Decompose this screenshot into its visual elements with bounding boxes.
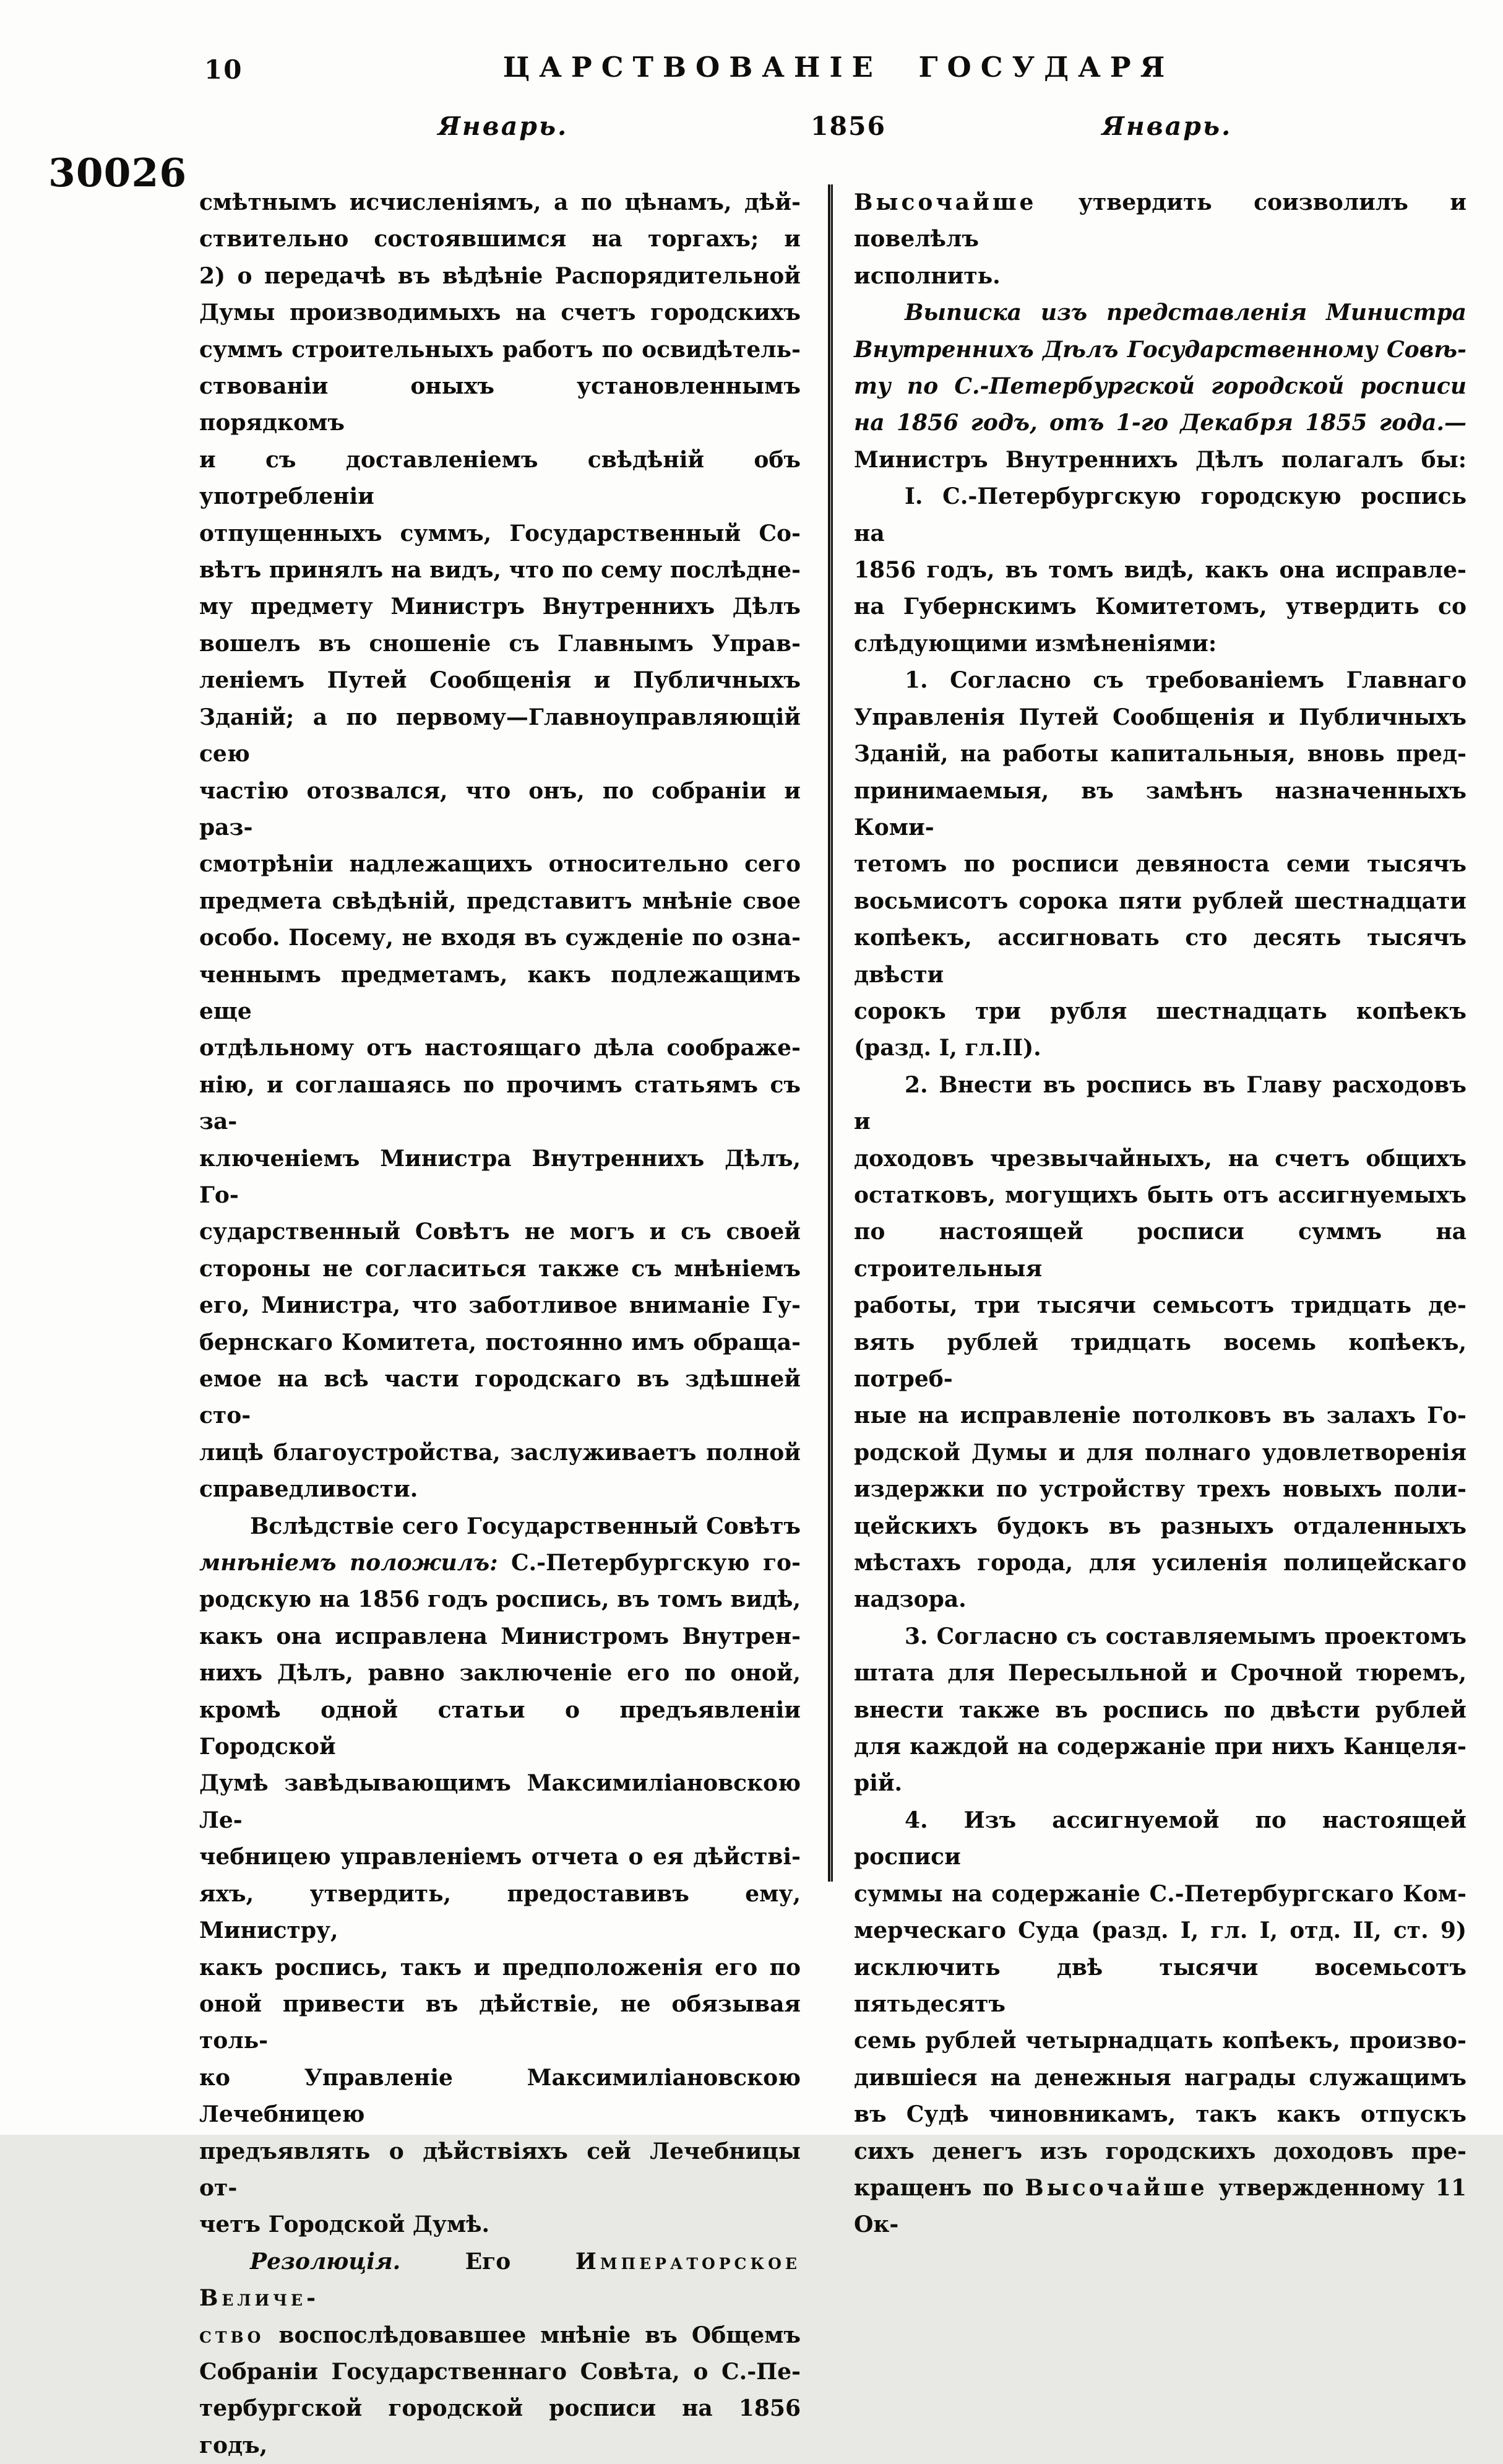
text-line: тербургской городской росписи на 1856 годъ, (199, 2395, 801, 2458)
text-line: кращенъ по Высочайше утвержденному 11 Ок- (854, 2174, 1466, 2238)
text-line: ные на исправленіе потолковъ въ залахъ Го- (854, 1403, 1466, 1429)
text-line: Управленія Путей Сообщенія и Публичныхъ (854, 704, 1466, 730)
text-line: сихъ денегъ изъ городскихъ доходовъ пре- (854, 2138, 1466, 2164)
text-line: 2. Внести въ роспись въ Главу расходовъ и (854, 1071, 1466, 1135)
text-line: мѣстахъ города, для усиленія полицейскаго (854, 1550, 1466, 1576)
text-line: и съ доставленіемъ свѣдѣній объ употребленіи (199, 446, 801, 510)
text-line: 1. Согласно съ требованіемъ Главнаго (905, 667, 1466, 694)
text-line: му предмету Министръ Внутреннихъ Дѣлъ (199, 594, 801, 620)
text-line: Высочайше утвердить соизволилъ и повелѣлъ (854, 189, 1466, 253)
text-line: въ Судѣ чиновникамъ, такъ какъ отпускъ (854, 2101, 1466, 2128)
text-line: восьмисотъ сорока пяти рублей шестнадцати (854, 888, 1466, 914)
text-line: родской Думы и для полнаго удовлетворенія (854, 1439, 1466, 1466)
text-line: вѣтъ принялъ на видъ, что по сему послѣдне- (199, 557, 801, 584)
text-line: предмета свѣдѣній, представитъ мнѣніе свое (199, 888, 801, 914)
text-line: издержки по устройству трехъ новыхъ поли- (854, 1476, 1466, 1503)
column-month-right: Январь. (1101, 111, 1233, 141)
text-line: работы, три тысячи семьсотъ тридцать де- (854, 1292, 1466, 1319)
text-line: оной привести въ дѣйствіе, не обязывая толь- (199, 1991, 801, 2054)
text-line: надзора. (854, 1586, 967, 1613)
text-line: 4. Изъ ассигнуемой по настоящей росписи (854, 1807, 1466, 1870)
text-line: семь рублей четырнадцать копѣекъ, произво- (854, 2028, 1466, 2054)
text-line: емое на всѣ части городскаго въ здѣшней сто- (199, 1366, 801, 1429)
text-line: нію, и соглашаясь по прочимъ статьямъ съ за- (199, 1071, 801, 1135)
text-line: отдѣльному отъ настоящаго дѣла соображе- (199, 1035, 801, 1061)
text-line: ту по С.-Петербургской городской росписи (854, 373, 1466, 400)
text-line: лицѣ благоустройства, заслуживаетъ полной (199, 1439, 801, 1466)
page-year: 1856 (810, 111, 887, 141)
act-number: 30026 (48, 150, 187, 196)
text-line: бернскаго Комитета, постоянно имъ обраща- (199, 1329, 801, 1355)
text-line: Собраніи Государственнаго Совѣта, о С.-Пе- (199, 2358, 801, 2385)
text-line: родскую на 1856 годъ роспись, въ томъ видѣ, (199, 1586, 801, 1613)
running-title: ЦАРСТВОВАНІЕ ГОСУДАРЯ (502, 51, 1174, 84)
text-line: копѣекъ, ассигновать сто десять тысячъ двѣсти (854, 925, 1466, 988)
text-line: сорокъ три рубля шестнадцать копѣекъ (854, 998, 1466, 1024)
text-line: Внутреннихъ Дѣлъ Государственному Совѣ- (854, 336, 1466, 363)
text-column-left (199, 184, 801, 2464)
text-line: смотрѣніи надлежащихъ относительно сего (199, 851, 801, 878)
text-line: суммы на содержаніе С.-Петербургскаго Ком- (854, 1880, 1466, 1907)
text-line: частію отозвался, что онъ, по собраніи и раз- (199, 777, 801, 841)
text-line: особо. Посему, не входя въ сужденіе по озна- (199, 925, 801, 951)
page-number: 10 (204, 54, 243, 85)
text-line: Зданій; а по первому—Главноуправляющій сею (199, 704, 801, 767)
text-line: исключить двѣ тысячи восемьсотъ пятьдесятъ (854, 1954, 1466, 2017)
text-line: ко Управленіе Максимиліановскою Лечебницею (199, 2064, 801, 2128)
text-line: 1856 годъ, въ томъ видѣ, какъ она исправле- (854, 557, 1466, 584)
text-line: леніемъ Путей Сообщенія и Публичныхъ (199, 667, 801, 694)
text-line: остатковъ, могущихъ быть отъ ассигнуемыхъ (854, 1182, 1466, 1208)
text-line: Выписка изъ представленія Министра (905, 300, 1466, 326)
column-divider-rule (828, 184, 833, 1882)
text-line: кромѣ одной статьи о предъявленіи Городской (199, 1697, 801, 1760)
text-line: доходовъ чрезвычайныхъ, на счетъ общихъ (854, 1145, 1466, 1172)
text-line: дившіеся на денежныя награды служащимъ (854, 2064, 1466, 2091)
text-line: на 1856 годъ, отъ 1-го Декабря 1855 года.— (854, 410, 1466, 436)
text-line: мерческаго Суда (разд. I, гл. I, отд. II, ст. 9) (854, 1917, 1466, 1944)
text-line: Думы производимыхъ на счетъ городскихъ (199, 300, 801, 326)
text-line: справедливости. (199, 1476, 418, 1503)
text-line: рій. (854, 1770, 903, 1797)
text-line: ствительно состоявшимся на торгахъ; и (199, 226, 801, 253)
text-line: штата для Пересыльной и Срочной тюремъ, (854, 1660, 1466, 1687)
text-line: для каждой на содержаніе при нихъ Канцеля- (854, 1734, 1466, 1760)
text-line: 3. Согласно съ составляемымъ проектомъ (905, 1623, 1466, 1649)
text-line: цейскихъ будокъ въ разныхъ отдаленныхъ (854, 1513, 1466, 1539)
text-line: предъявлять о дѣйствіяхъ сей Лечебницы от- (199, 2138, 801, 2201)
text-line: по настоящей росписи суммъ на строительныя (854, 1219, 1466, 1282)
text-line: 2) о передачѣ въ вѣдѣніе Распорядительной (199, 262, 801, 289)
text-line: ченнымъ предметамъ, какъ подлежащимъ еще (199, 961, 801, 1024)
text-line: его, Министра, что заботливое вниманіе Гу- (199, 1292, 801, 1319)
text-line: тетомъ по росписи девяноста семи тысячъ (854, 851, 1466, 878)
text-line: чебницею управленіемъ отчета о ея дѣйстві- (199, 1844, 801, 1870)
text-line: яхъ, утвердить, предоставивъ ему, Министру, (199, 1880, 801, 1944)
text-line: слѣдующими измѣненіями: (854, 630, 1217, 657)
text-line: исполнить. (854, 262, 1001, 289)
text-line: какъ она исправлена Министромъ Внутрен- (199, 1623, 801, 1649)
text-line: Резолюція. Его Императорское Величе- (199, 2248, 801, 2312)
text-line: ключеніемъ Министра Внутреннихъ Дѣлъ, Го- (199, 1145, 801, 1208)
text-line: стороны не согласиться также съ мнѣніемъ (199, 1255, 801, 1282)
text-line: отпущенныхъ суммъ, Государственный Со- (199, 520, 801, 547)
text-line: Думѣ завѣдывающимъ Максимиліановскою Ле- (199, 1770, 801, 1833)
text-line: Зданій, на работы капитальныя, вновь пред- (854, 741, 1466, 767)
text-line: на Губернскимъ Комитетомъ, утвердить со (854, 594, 1466, 620)
text-line: (разд. I, гл.II). (854, 1035, 1041, 1061)
text-column-right (854, 184, 1466, 2244)
text-line: I. С.-Петербургскую городскую роспись на (854, 483, 1466, 547)
text-line: смѣтнымъ исчисленіямъ, а по цѣнамъ, дѣй- (199, 189, 801, 215)
text-line: вошелъ въ сношеніе съ Главнымъ Управ- (199, 630, 801, 657)
text-line: принимаемыя, въ замѣнъ назначенныхъ Коми- (854, 777, 1466, 841)
text-line: Вслѣдствіе сего Государственный Совѣтъ (250, 1513, 801, 1539)
text-line: какъ роспись, такъ и предположенія его по (199, 1954, 801, 1981)
text-line: внести также въ роспись по двѣсти рублей (854, 1697, 1466, 1723)
text-line: суммъ строительныхъ работъ по освидѣтель- (199, 336, 801, 363)
text-line: вять рублей тридцать восемь копѣекъ, потреб- (854, 1329, 1466, 1392)
text-line: ство воспослѣдовавшее мнѣніе въ Общемъ (199, 2322, 801, 2348)
text-line: сударственный Совѣтъ не могъ и съ своей (199, 1219, 801, 1245)
text-line: мнѣніемъ положилъ: С.-Петербургскую го- (199, 1550, 801, 1576)
text-line: Министръ Внутреннихъ Дѣлъ полагалъ бы: (854, 446, 1466, 473)
text-line: четъ Городской Думѣ. (199, 2211, 490, 2238)
text-line: нихъ Дѣлъ, равно заключеніе его по оной, (199, 1660, 801, 1687)
column-month-left: Январь. (437, 111, 569, 141)
text-line: ствованіи оныхъ установленнымъ порядкомъ (199, 373, 801, 436)
